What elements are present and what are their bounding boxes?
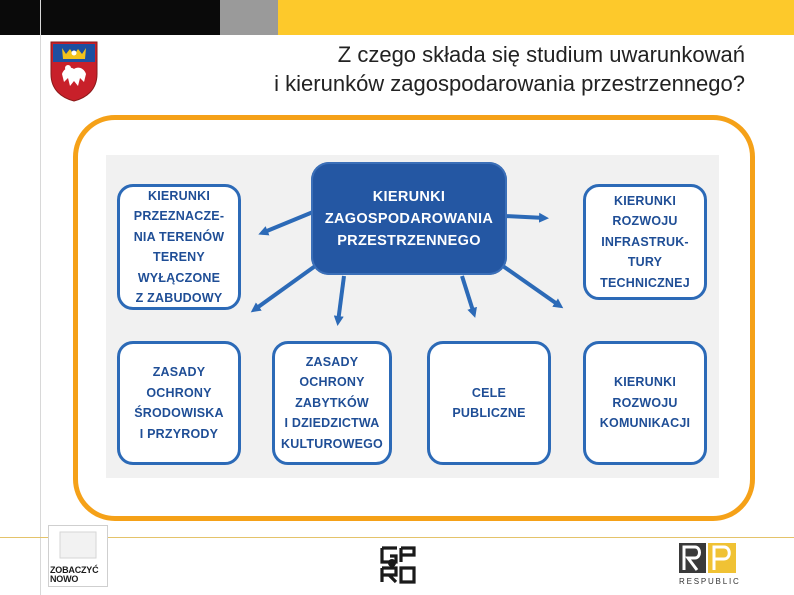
arrow-to-bottom-2 [338, 276, 344, 322]
node-bottom-1 [117, 341, 241, 465]
node-bottom-2-label: ZASADY OCHRONY ZABYTKÓW I DZIEDZICTWA KULTUROWEGO [281, 354, 383, 451]
zobaczyc-logo-text: ZOBACZYĆ NOWO [50, 565, 99, 584]
node-bottom-4-label: KIERUNKI ROZWOJU KOMUNIKACJI [599, 375, 691, 431]
node-bottom-1-label: ZASADY OCHRONY ŚRODOWISKA I PRZYRODY [134, 365, 224, 441]
arrow-to-bottom-1 [254, 264, 318, 310]
zobaczyc-logo-icon [58, 530, 98, 562]
node-top-right [583, 184, 707, 300]
center-node [311, 162, 507, 275]
arrow-to-bottom-3 [462, 276, 474, 314]
node-bottom-4 [583, 341, 707, 465]
node-top-right-label: KIERUNKI ROZWOJU INFRASTRUK- TURY TECHNICZNEJ [600, 193, 690, 290]
gpro-logo-icon [379, 545, 419, 585]
node-top-left [117, 184, 241, 310]
arrow-to-top-left [262, 212, 313, 233]
arrow-to-top-right [505, 216, 545, 218]
node-top-left-label: KIERUNKI PRZEZNACZE- NIA TERENÓW TERENY WYŁĄCZONE Z ZABUDOWY [133, 188, 225, 305]
node-bottom-2 [272, 341, 392, 465]
center-node-label: KIERUNKI ZAGOSPODAROWANIA PRZESTRZENNEGO [324, 188, 494, 249]
title-line-1: Z czego składa się studium uwarunkowań [337, 42, 745, 67]
title-line-2: i kierunków zagospodarowania przestrzennego? [274, 71, 745, 96]
respublic-logo-text: RESPUBLIC [679, 577, 741, 586]
node-bottom-3-label: CELE PUBLICZNE [452, 385, 526, 420]
arrow-to-bottom-4 [500, 264, 560, 306]
node-bottom-3 [427, 341, 551, 465]
